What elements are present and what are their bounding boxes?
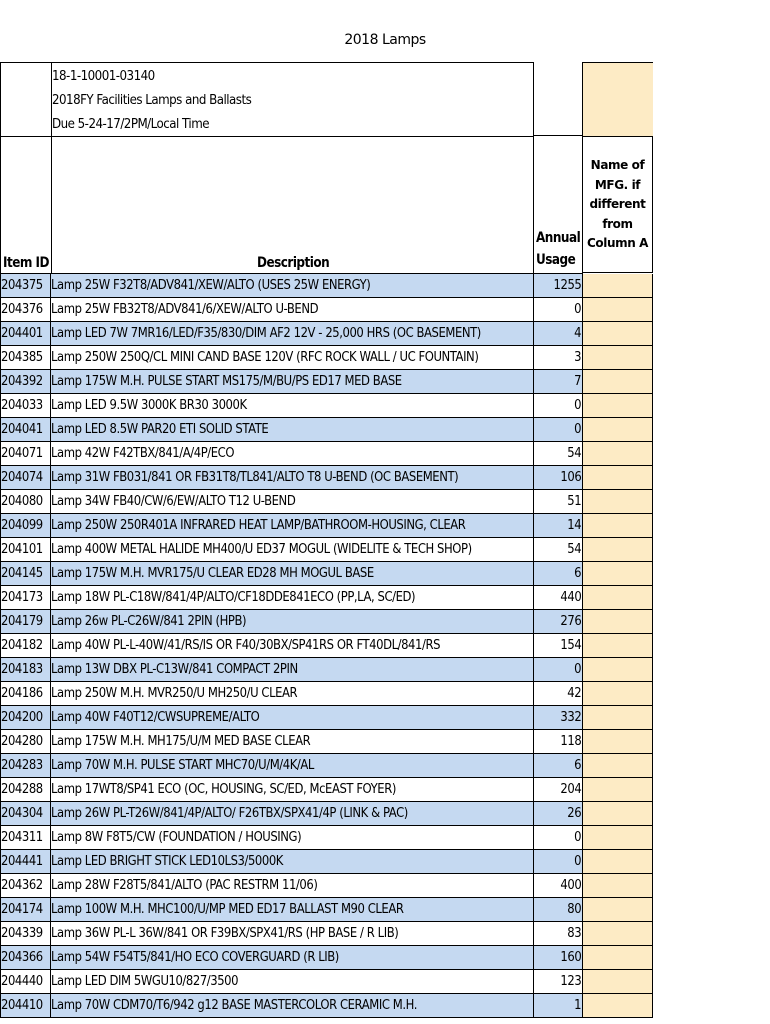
item-id: 204071: [1, 445, 43, 461]
mfg-input-cell[interactable]: [583, 514, 653, 537]
annual-usage: 204: [560, 781, 581, 797]
item-id-cell: [0, 298, 51, 321]
item-id-cell: [0, 754, 51, 777]
item-id-cell: [0, 946, 51, 969]
item-id-cell: [0, 994, 51, 1017]
mfg-input-cell[interactable]: [583, 394, 653, 417]
annual-usage: 0: [574, 829, 581, 845]
description-cell: [51, 322, 534, 345]
mfg-input-cell[interactable]: [583, 754, 653, 777]
annual-usage: 14: [567, 517, 581, 533]
table-row: [0, 466, 653, 490]
mfg-input-cell[interactable]: [583, 370, 653, 393]
header-mfg-fill-cell: [583, 62, 653, 137]
usage-cell: [534, 778, 583, 801]
item-id-cell: [0, 346, 51, 369]
item-id: 204173: [1, 589, 43, 605]
item-id-cell: [0, 898, 51, 921]
table-row: [0, 562, 653, 586]
table-row: [0, 778, 653, 802]
item-id: 204200: [1, 709, 43, 725]
usage-cell: [534, 418, 583, 441]
description-cell: [51, 706, 534, 729]
annual-usage: 51: [567, 493, 581, 509]
usage-cell: [534, 298, 583, 321]
annual-usage: 0: [574, 661, 581, 677]
description: Lamp 250W 250Q/CL MINI CAND BASE 120V (RFC ROCK WALL / UC FOUNTAIN): [51, 349, 479, 365]
description: Lamp 40W PL-L-40W/41/RS/IS OR F40/30BX/SP41RS OR FT40DL/841/RS: [51, 637, 441, 653]
item-id-cell: [0, 874, 51, 897]
mfg-input-cell[interactable]: [583, 970, 653, 993]
usage-cell: [534, 658, 583, 681]
description-cell: [51, 394, 534, 417]
mfg-header-line: MFG. if: [594, 177, 641, 192]
mfg-input-cell[interactable]: [583, 826, 653, 849]
mfg-header-line: from: [602, 216, 633, 231]
description: Lamp 250W 250R401A INFRARED HEAT LAMP/BATHROOM-HOUSING, CLEAR: [51, 517, 466, 533]
mfg-header-line: Name of: [590, 158, 645, 172]
mfg-input-cell[interactable]: [583, 346, 653, 369]
usage-cell: [534, 514, 583, 537]
usage-cell: [534, 946, 583, 969]
usage-cell: [534, 874, 583, 897]
item-id: 204186: [1, 685, 43, 701]
item-id-cell: [0, 634, 51, 657]
annual-usage: 440: [560, 589, 581, 605]
table-row: [0, 298, 653, 322]
table-row: [0, 898, 653, 922]
usage-cell: [534, 634, 583, 657]
item-id-cell: [0, 706, 51, 729]
item-id-cell: [0, 562, 51, 585]
mfg-header: [583, 136, 653, 273]
item-id-cell: [0, 538, 51, 561]
description-cell: [51, 442, 534, 465]
description-cell: [51, 970, 534, 993]
table-row: [0, 802, 653, 826]
mfg-input-cell[interactable]: [583, 538, 653, 561]
table-row: [0, 994, 653, 1018]
mfg-input-cell[interactable]: [583, 802, 653, 825]
table-row: [0, 538, 653, 562]
item-id: 204311: [1, 829, 43, 845]
table-row: [0, 682, 653, 706]
description-cell: [51, 514, 534, 537]
annual-usage: 42: [567, 685, 581, 701]
description-cell: [51, 754, 534, 777]
item-id: 204080: [1, 493, 43, 509]
description-cell: [51, 994, 534, 1017]
usage-cell: [534, 994, 583, 1017]
annual-usage: 123: [560, 973, 581, 989]
annual-usage: 154: [560, 637, 581, 653]
item-id: 204304: [1, 805, 43, 821]
description: Lamp 28W F28T5/841/ALTO (PAC RESTRM 11/06): [51, 877, 318, 893]
table-row: [0, 706, 653, 730]
mfg-input-cell[interactable]: [583, 946, 653, 969]
item-id: 204339: [1, 925, 43, 941]
table-row: [0, 442, 653, 466]
description: Lamp 8W F8T5/CW (FOUNDATION / HOUSING): [51, 829, 302, 845]
description: Lamp 34W FB40/CW/6/EW/ALTO T12 U-BEND: [51, 493, 296, 509]
table-row: [0, 634, 653, 658]
mfg-input-cell[interactable]: [583, 778, 653, 801]
annual-usage: 3: [574, 349, 581, 365]
usage-cell: [534, 682, 583, 705]
item-id: 204174: [1, 901, 43, 917]
description: Lamp LED 7W 7MR16/LED/F35/830/DIM AF2 12V - 25,000 HRS (OC BASEMENT): [51, 325, 481, 341]
usage-cell: [534, 370, 583, 393]
item-id-cell: [0, 826, 51, 849]
mfg-input-cell[interactable]: [583, 874, 653, 897]
item-id: 204401: [1, 325, 43, 341]
mfg-input-cell[interactable]: [583, 658, 653, 681]
table-row: [0, 826, 653, 850]
mfg-input-cell[interactable]: [583, 706, 653, 729]
mfg-input-cell[interactable]: [583, 922, 653, 945]
annual-usage: 1255: [553, 277, 581, 293]
description-cell: [51, 826, 534, 849]
description-cell: [51, 946, 534, 969]
usage-cell: [534, 922, 583, 945]
item-id-cell: [0, 490, 51, 513]
item-id-cell: [0, 922, 51, 945]
description: Lamp 17WT8/SP41 ECO (OC, HOUSING, SC/ED, McEAST FOYER): [51, 781, 396, 797]
bid-due: Due 5-24-17/2PM/Local Time: [52, 116, 210, 132]
item-id-cell: [0, 658, 51, 681]
item-id-cell: [0, 418, 51, 441]
description: Lamp 175W M.H. MVR175/U CLEAR ED28 MH MOGUL BASE: [51, 565, 374, 581]
description-cell: [51, 466, 534, 489]
item-id: 204440: [1, 973, 43, 989]
bid-info: [52, 64, 251, 136]
description: Lamp 18W PL-C18W/841/4P/ALTO/CF18DDE841ECO (PP,LA, SC/ED): [51, 589, 416, 605]
description-cell: [51, 562, 534, 585]
table-row: [0, 322, 653, 346]
description-cell: [51, 490, 534, 513]
item-id-cell: [0, 274, 51, 297]
table-row: [0, 418, 653, 442]
mfg-input-cell[interactable]: [583, 466, 653, 489]
item-id: 204041: [1, 421, 43, 437]
annual-usage: 1: [574, 997, 581, 1013]
description: Lamp 40W F40T12/CWSUPREME/ALTO: [51, 709, 260, 725]
description-cell: [51, 778, 534, 801]
table-row: [0, 970, 653, 994]
description-cell: [51, 538, 534, 561]
item-id: 204283: [1, 757, 43, 773]
usage-header-line1: Annual: [536, 230, 581, 246]
description: Lamp LED 8.5W PAR20 ETI SOLID STATE: [51, 421, 269, 437]
item-id-cell: [0, 370, 51, 393]
item-id-cell: [0, 586, 51, 609]
item-id-cell: [0, 730, 51, 753]
item-id-cell: [0, 322, 51, 345]
description: Lamp 36W PL-L 36W/841 OR F39BX/SPX41/RS (HP BASE / R LIB): [51, 925, 399, 941]
table-row: [0, 730, 653, 754]
mfg-input-cell[interactable]: [583, 994, 653, 1017]
description-cell: [51, 802, 534, 825]
item-id-cell: [0, 514, 51, 537]
annual-usage: 7: [574, 373, 581, 389]
usage-cell: [534, 490, 583, 513]
description: Lamp 70W CDM70/T6/942 g12 BASE MASTERCOLOR CERAMIC M.H.: [51, 997, 417, 1013]
mfg-input-cell[interactable]: [583, 298, 653, 321]
item-id: 204074: [1, 469, 43, 485]
item-id: 204376: [1, 301, 43, 317]
mfg-input-cell[interactable]: [583, 562, 653, 585]
table-row: [0, 490, 653, 514]
annual-usage: 80: [567, 901, 581, 917]
usage-cell: [534, 802, 583, 825]
mfg-input-cell[interactable]: [583, 322, 653, 345]
item-id: 204392: [1, 373, 43, 389]
table-row: [0, 850, 653, 874]
annual-usage: 118: [560, 733, 581, 749]
description: Lamp 25W FB32T8/ADV841/6/XEW/ALTO U-BEND: [51, 301, 319, 317]
description-cell: [51, 658, 534, 681]
header-blank-cell-usage: [534, 62, 583, 136]
mfg-input-cell[interactable]: [583, 490, 653, 513]
item-id-cell: [0, 610, 51, 633]
description: Lamp 26W PL-T26W/841/4P/ALTO/ F26TBX/SPX41/4P (LINK & PAC): [51, 805, 408, 821]
table-row: [0, 274, 653, 298]
mfg-input-cell[interactable]: [583, 418, 653, 441]
description-cell: [51, 418, 534, 441]
item-id: 204410: [1, 997, 43, 1013]
annual-usage: 0: [574, 421, 581, 437]
description: Lamp 54W F54T5/841/HO ECO COVERGUARD (R LIB): [51, 949, 339, 965]
description-cell: [51, 850, 534, 873]
mfg-input-cell[interactable]: [583, 682, 653, 705]
bid-number: 18-1-10001-03140: [52, 68, 155, 84]
mfg-input-cell[interactable]: [583, 730, 653, 753]
mfg-input-cell[interactable]: [583, 442, 653, 465]
mfg-input-cell[interactable]: [583, 850, 653, 873]
item-id: 204280: [1, 733, 43, 749]
description-cell: [51, 370, 534, 393]
mfg-input-cell[interactable]: [583, 274, 653, 297]
description: Lamp 175W M.H. PULSE START MS175/M/BU/PS ED17 MED BASE: [51, 373, 402, 389]
description: Lamp LED DIM 5WGU10/827/3500: [51, 973, 239, 989]
usage-header-cell: [534, 136, 583, 274]
table-row: [0, 658, 653, 682]
usage-cell: [534, 442, 583, 465]
description: Lamp 13W DBX PL-C13W/841 COMPACT 2PIN: [51, 661, 298, 677]
table-row: [0, 946, 653, 970]
usage-cell: [534, 754, 583, 777]
description: Lamp 26w PL-C26W/841 2PIN (HPB): [51, 613, 247, 629]
description-cell: [51, 922, 534, 945]
description: Lamp 250W M.H. MVR250/U MH250/U CLEAR: [51, 685, 298, 701]
item-id: 204145: [1, 565, 43, 581]
item-id-header-cell: [0, 136, 52, 274]
table-row: [0, 370, 653, 394]
annual-usage: 332: [560, 709, 581, 725]
item-id: 204385: [1, 349, 43, 365]
description-cell: [51, 898, 534, 921]
description-cell: [51, 874, 534, 897]
annual-usage: 6: [574, 757, 581, 773]
annual-usage: 0: [574, 853, 581, 869]
usage-cell: [534, 706, 583, 729]
annual-usage: 400: [560, 877, 581, 893]
item-id: 204101: [1, 541, 43, 557]
item-id-cell: [0, 394, 51, 417]
item-id: 204375: [1, 277, 43, 293]
description: Lamp LED BRIGHT STICK LED10LS3/5000K: [51, 853, 283, 869]
description-header: Description: [257, 255, 330, 271]
item-id-cell: [0, 850, 51, 873]
mfg-input-cell[interactable]: [583, 898, 653, 921]
usage-cell: [534, 466, 583, 489]
description: Lamp 400W METAL HALIDE MH400/U ED37 MOGUL (WIDELITE & TECH SHOP): [51, 541, 472, 557]
description: Lamp 100W M.H. MHC100/U/MP MED ED17 BALLAST M90 CLEAR: [51, 901, 404, 917]
description-cell: [51, 682, 534, 705]
mfg-header-line: different: [589, 197, 646, 211]
item-id-cell: [0, 442, 51, 465]
bid-name: 2018FY Facilities Lamps and Ballasts: [52, 92, 252, 108]
mfg-input-cell[interactable]: [583, 586, 653, 609]
item-id: 204288: [1, 781, 43, 797]
usage-cell: [534, 898, 583, 921]
annual-usage: 26: [567, 805, 581, 821]
annual-usage: 4: [574, 325, 581, 341]
table-row: [0, 922, 653, 946]
description: Lamp LED 9.5W 3000K BR30 3000K: [51, 397, 247, 413]
description-cell: [51, 346, 534, 369]
table-row: [0, 610, 653, 634]
annual-usage: 0: [574, 301, 581, 317]
table-row: [0, 394, 653, 418]
usage-cell: [534, 346, 583, 369]
annual-usage: 276: [560, 613, 581, 629]
lamp-table-body: [0, 274, 653, 1018]
annual-usage: 6: [574, 565, 581, 581]
table-row: [0, 874, 653, 898]
mfg-input-cell[interactable]: [583, 634, 653, 657]
item-id-cell: [0, 778, 51, 801]
item-id: 204179: [1, 613, 43, 629]
description: Lamp 70W M.H. PULSE START MHC70/U/M/4K/AL: [51, 757, 314, 773]
item-id: 204182: [1, 637, 43, 653]
item-id: 204441: [1, 853, 43, 869]
usage-cell: [534, 730, 583, 753]
description: Lamp 25W F32T8/ADV841/XEW/ALTO (USES 25W ENERGY): [51, 277, 371, 293]
usage-cell: [534, 850, 583, 873]
usage-cell: [534, 970, 583, 993]
mfg-input-cell[interactable]: [583, 610, 653, 633]
item-id-header: Item ID: [3, 255, 50, 271]
description-cell: [51, 274, 534, 297]
annual-usage: 54: [567, 541, 581, 557]
mfg-header-line: Column A: [586, 236, 649, 250]
usage-header-line2: Usage: [536, 252, 576, 268]
annual-usage: 54: [567, 445, 581, 461]
description-cell: [51, 298, 534, 321]
description-cell: [51, 634, 534, 657]
annual-usage: 0: [574, 397, 581, 413]
table-row: [0, 754, 653, 778]
item-id: 204366: [1, 949, 43, 965]
description: Lamp 31W FB031/841 OR FB31T8/TL841/ALTO T8 U-BEND (OC BASEMENT): [51, 469, 459, 485]
table-row: [0, 514, 653, 538]
description-cell: [51, 586, 534, 609]
table-row: [0, 586, 653, 610]
item-id: 204183: [1, 661, 43, 677]
usage-cell: [534, 274, 583, 297]
item-id-cell: [0, 682, 51, 705]
table-row: [0, 346, 653, 370]
usage-cell: [534, 322, 583, 345]
usage-cell: [534, 562, 583, 585]
annual-usage: 83: [567, 925, 581, 941]
header-blank-cell: [0, 62, 52, 137]
item-id-cell: [0, 802, 51, 825]
description: Lamp 175W M.H. MH175/U/M MED BASE CLEAR: [51, 733, 311, 749]
usage-cell: [534, 538, 583, 561]
item-id-cell: [0, 970, 51, 993]
usage-cell: [534, 610, 583, 633]
description-cell: [51, 730, 534, 753]
annual-usage: 160: [560, 949, 581, 965]
description-header-cell: [51, 136, 534, 274]
description-cell: [51, 610, 534, 633]
usage-cell: [534, 826, 583, 849]
item-id: 204362: [1, 877, 43, 893]
sheet-title: 2018 Lamps: [344, 32, 426, 48]
item-id: 204033: [1, 397, 43, 413]
usage-cell: [534, 394, 583, 417]
description: Lamp 42W F42TBX/841/A/4P/ECO: [51, 445, 235, 461]
annual-usage: 106: [560, 469, 581, 485]
item-id: 204099: [1, 517, 43, 533]
item-id-cell: [0, 466, 51, 489]
usage-cell: [534, 586, 583, 609]
